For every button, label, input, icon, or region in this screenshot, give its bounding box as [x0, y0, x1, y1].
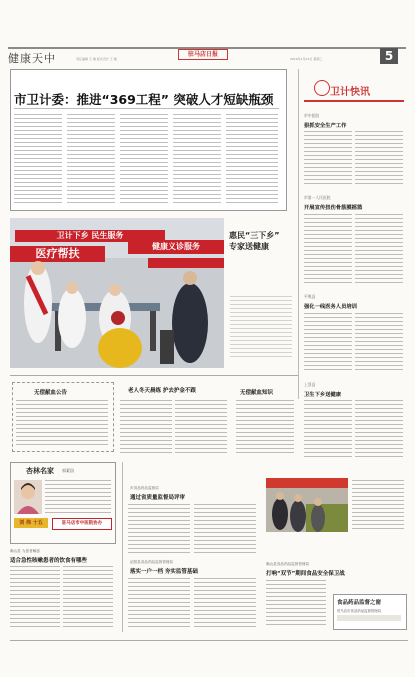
- news-item-text: [304, 214, 352, 284]
- banner-top: 卫计下乡 民生服务: [56, 231, 124, 240]
- doctor-profile-text: [45, 480, 111, 516]
- inspection-photo-illustration: [266, 478, 348, 532]
- news-item-text: [304, 131, 352, 187]
- donation-notice-title[interactable]: 无偿献血公告: [34, 390, 68, 396]
- exercise-article-title[interactable]: 老人冬天晨练 护去护金不跟: [128, 388, 196, 394]
- news-badge-icon: [314, 80, 330, 96]
- main-text-col-2: [67, 114, 115, 204]
- bottom-right-title[interactable]: 打响“双节”期间食品安全保卫战: [266, 571, 345, 577]
- main-text-col-3: [120, 114, 168, 204]
- news-item-text: [355, 214, 403, 284]
- doctor-profile-author: 郭素国: [62, 468, 74, 473]
- section-title: 健康天中: [8, 52, 56, 65]
- newspaper-logo: 驻马店日报: [178, 49, 228, 60]
- inspection-photo: [266, 478, 348, 532]
- news-item-text: [355, 131, 403, 187]
- main-text-col-1: [14, 114, 62, 204]
- bottom-mid-text: [128, 504, 190, 554]
- food-drug-window-title[interactable]: 食品药品监督之窗: [337, 600, 382, 606]
- news-item-text: [355, 400, 403, 458]
- bottom-mid-title-2[interactable]: 落实一户一档 夯实监管基础: [130, 569, 198, 575]
- hospital-sponsor-button[interactable]: 驻马店市中医院协办: [52, 518, 112, 530]
- food-drug-window-subtitle: 驻马店市食品药品监督管理局: [337, 609, 382, 613]
- donation-tips-text: [236, 400, 294, 455]
- news-column-title: 卫计快讯: [330, 87, 370, 98]
- news-item-text: [304, 400, 352, 458]
- exercise-article-text: [120, 400, 172, 455]
- bottom-left-title[interactable]: 适合急性咳嗽患者的饮食有哪些: [10, 558, 88, 564]
- bottom-left-text: [63, 566, 113, 630]
- mid-rule: [10, 375, 298, 376]
- bottom-left-text: [10, 566, 60, 630]
- news-item-source: 上蔡县: [304, 382, 316, 387]
- news-item-text: [355, 313, 403, 373]
- news-title-rule: [304, 100, 404, 102]
- bottom-right-source: 确山县食品药品监督管理局: [266, 562, 310, 566]
- news-item-source: 平舆县: [304, 294, 316, 299]
- bottom-right-caption: [352, 480, 404, 532]
- bottom-mid-text: [194, 504, 256, 554]
- header-subtitle: 责任编辑 王 楠 版式设计 王 楠: [76, 57, 117, 61]
- photo-caption-text: [230, 296, 292, 358]
- bottom-mid-text: [128, 578, 190, 628]
- bottom-mid-source: 市食品药品监督局: [130, 486, 159, 490]
- header-date: 2019年1月23日 星期三: [290, 57, 323, 61]
- news-item-title[interactable]: 狠抓安全生产工作: [304, 123, 347, 129]
- bottom-mid-source-2: 泌阳县食品药品监督管理局: [130, 560, 174, 564]
- news-item-title[interactable]: 卫生下乡送健康: [304, 392, 342, 398]
- doctor-profile-title: 杏林名家: [26, 467, 54, 475]
- bottom-mid-title[interactable]: 通过省质量监督局评审: [130, 495, 186, 501]
- headline-rule: [14, 108, 279, 109]
- exercise-article-text: [175, 400, 227, 455]
- news-item-title[interactable]: 强化一线医务人员培训: [304, 304, 357, 310]
- news-item-text: [304, 313, 352, 373]
- main-text-col-5: [226, 114, 278, 204]
- main-text-col-4: [173, 114, 221, 204]
- doctor-portrait: [14, 480, 42, 514]
- bottom-left-source: 确山县 为患者解惑: [10, 549, 40, 553]
- photo-caption-title[interactable]: 惠民“三下乡” 专家送健康: [229, 231, 280, 251]
- news-item-source: 市中医院: [304, 113, 320, 118]
- banner-left: 医疗帮扶: [35, 247, 80, 260]
- footer-rule: [10, 640, 408, 641]
- news-item-title[interactable]: 开展宣传扭伤骨筋膜摇篮: [304, 205, 363, 211]
- feature-photo: [10, 218, 224, 368]
- banner-right: 健康义诊服务: [152, 242, 200, 251]
- main-headline[interactable]: 市卫计委：推进“369工程” 突破人才短缺瓶颈: [14, 92, 274, 107]
- news-item-source: 市第一人民医院: [304, 195, 331, 200]
- food-drug-window-strip: [337, 615, 401, 621]
- page-number: 5: [380, 48, 398, 64]
- donation-tips-title[interactable]: 无偿献血知识: [240, 390, 274, 396]
- doctor-portrait-illustration: [14, 480, 42, 514]
- bottom-mid-text: [194, 578, 256, 628]
- bottom-right-text: [266, 580, 326, 628]
- doctor-name-tag: 刘 伟 十五: [14, 518, 48, 528]
- donation-notice-text: [16, 400, 108, 446]
